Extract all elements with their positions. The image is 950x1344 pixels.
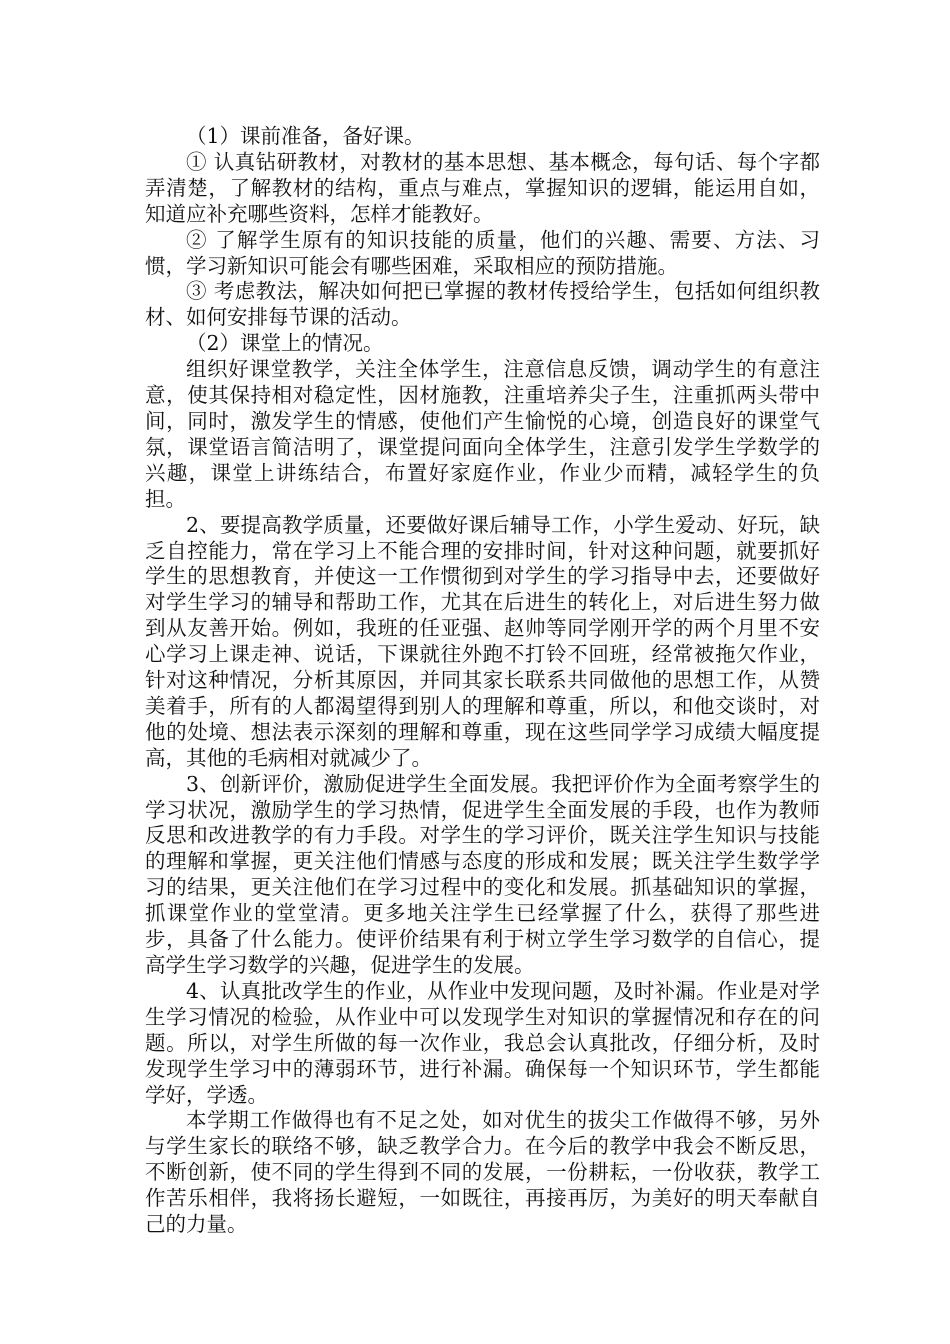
paragraph-study-textbook: ① 认真钻研教材，对教材的基本思想、基本概念，每句话、每个字都弄清楚，了解教材的结构，重点与难点，掌握知识的逻辑，能运用自如，知道应补充哪些资料，怎样才能教好。 [145, 149, 820, 226]
document-body [145, 124, 820, 1238]
paragraph-classroom-heading: （2）课堂上的情况。 [186, 331, 384, 356]
paragraph-shortcomings: 本学期工作做得也有不足之处，如对优生的拔尖工作做得不够，另外与学生家长的联络不够，缺乏教学合力。在今后的教学中我会不断反思，不断创新，使不同的学生得到不同的发展，一份耕耘，一份收获，教学工作苦乐相伴，我将扬长避短，一如既往，再接再厉，为美好的明天奉献自己的力量。 [145, 1108, 820, 1237]
paragraph-teaching-methods: ③ 考虑教法，解决如何把已掌握的教材传授给学生，包括如何组织教材、如何安排每节课的活动。 [145, 279, 820, 330]
paragraph-after-class-tutoring: 2、要提高教学质量，还要做好课后辅导工作，小学生爱动、好玩，缺乏自控能力，常在学习上不能合理的安排时间，针对这种问题，就要抓好学生的思想教育，并使这一工作惯彻到对学生的学习指导中去，还要做好对学生学习的辅导和帮助工作，尤其在后进生的转化上，对后进生努力做到从友善开始。例如，我班的任亚强、赵帅等同学刚开学的两个月里不安心学习上课走神、说话，下课就往外跑不打铃不回班，经常被拖欠作业，针对这种情况，分析其原因，并同其家长联系共同做他的思想工作，从赞美着手，所有的人都渴望得到别人的理解和尊重，所以，和他交谈时，对他的处境、想法表示深刻的理解和尊重，现在这些同学学习成绩大幅度提高，其他的毛病相对就减少了。 [145, 512, 820, 770]
paragraph-classroom-teaching: 组织好课堂教学，关注全体学生，注意信息反馈，调动学生的有意注意，使其保持相对稳定性，因材施教，注重培养尖子生，注重抓两头带中间，同时，激发学生的情感，使他们产生愉悦的心境，创造良好的课堂气氛，课堂语言简洁明了，课堂提问面向全体学生，注意引发学生学数学的兴趣，课堂上讲练结合，布置好家庭作业，作业少而精，减轻学生的负担。 [145, 357, 820, 511]
paragraph-homework-correction: 4、认真批改学生的作业，从作业中发现问题，及时补漏。作业是对学生学习情况的检验，从作业中可以发现学生对知识的掌握情况和存在的问题。所以，对学生所做的每一次作业，我总会认真批改，仔细分析，及时发现学生学习中的薄弱环节，进行补漏。确保每一个知识环节，学生都能学好，学透。 [145, 978, 820, 1107]
paragraph-lesson-preparation-heading: （1）课前准备，备好课。 [186, 124, 425, 148]
paragraph-innovative-evaluation: 3、创新评价，激励促进学生全面发展。我把评价作为全面考察学生的学习状况，激励学生的学习热情，促进学生全面发展的手段，也作为教师反思和改进教学的有力手段。对学生的学习评价，既关注学生知识与技能的理解和掌握，更关注他们情感与态度的形成和发展；既关注学生数学学习的结果，更关注他们在学习过程中的变化和发展。抓基础知识的掌握，抓课堂作业的堂堂清。更多地关注学生已经掌握了什么，获得了那些进步，具备了什么能力。使评价结果有利于树立学生学习数学的自信心，提高学生学习数学的兴趣，促进学生的发展。 [145, 771, 820, 977]
paragraph-understand-students: ② 了解学生原有的知识技能的质量，他们的兴趣、需要、方法、习惯，学习新知识可能会有哪些困难，采取相应的预防措施。 [145, 227, 820, 278]
